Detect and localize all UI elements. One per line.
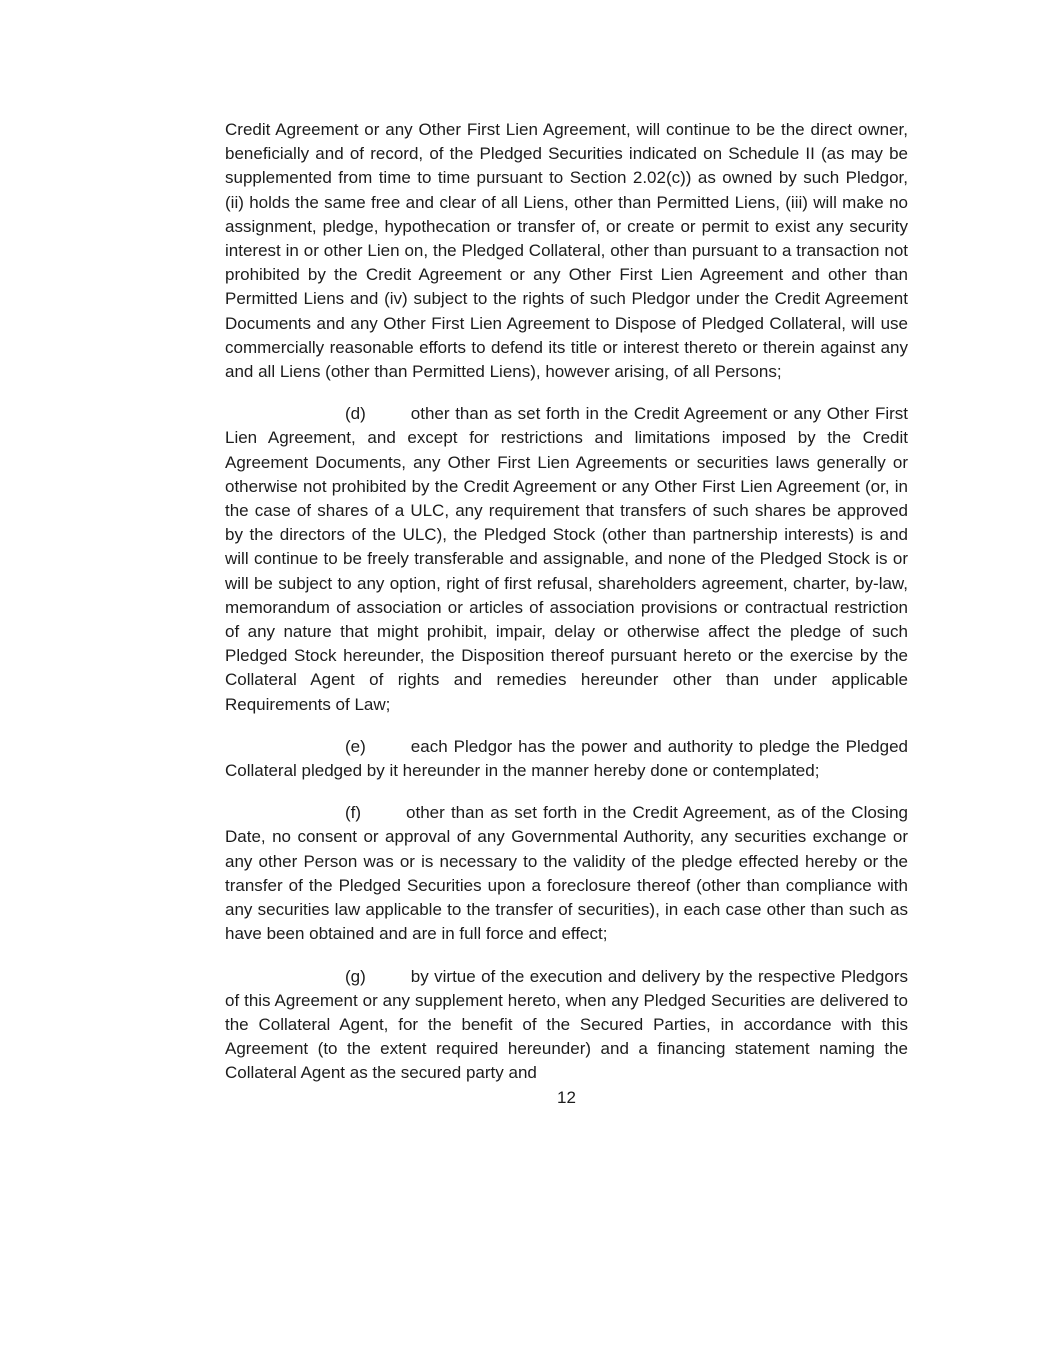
paragraph-text: other than as set forth in the Credit Agreement, as of the Closing Date, no consent or approval of any Governmental Authority, any securities exchange or any other Person was or is necessary to the validity of the pledge effected hereby or the transfer of the Pledged Securities upon a foreclosure thereof (other than compliance with any securities law applicable to the transfer of securities), in each case other than such as have been obtained and are in full force and effect; <box>225 803 908 944</box>
paragraph-text: Credit Agreement or any Other First Lien Agreement, will continue to be the direct owner, beneficially and of record, of the Pledged Securities indicated on Schedule II (as may be supplemented from time to time pursuant to Section 2.02(c)) as owned by such Pledgor, (ii) holds the same free and clear of all Liens, other than Permitted Liens, (iii) will make no assignment, pledge, hypothecation or transfer of, or create or permit to exist any security interest in or other Lien on, the Pledged Collateral, other than pursuant to a transaction not prohibited by the Credit Agreement or any Other First Lien Agreement and other than Permitted Liens and (iv) subject to the rights of such Pledgor under the Credit Agreement Documents and any Other First Lien Agreement to Dispose of Pledged Collateral, will use commercially reasonable efforts to defend its title or interest thereto or therein against any and all Liens (other than Permitted Liens), however arising, of all Persons; <box>225 120 908 382</box>
document-text-block <box>225 118 908 1110</box>
body-paragraph <box>225 965 908 1086</box>
paragraph-label: (e) <box>345 736 366 756</box>
body-paragraph <box>225 801 908 946</box>
page-number: 12 <box>557 1087 576 1107</box>
paragraph-text: each Pledgor has the power and authority to pledge the Pledged Collateral pledged by it hereunder in the manner hereby done or contemplated; <box>225 736 908 781</box>
paragraph-label: (f) <box>345 803 362 823</box>
paragraph-text: other than as set forth in the Credit Agreement or any Other First Lien Agreement, and except for restrictions and limitations imposed by the Credit Agreement Documents, any Other First Lien Agreements or securities laws generally or otherwise not prohibited by the Credit Agreement or any Other First Lien Agreement (or, in the case of shares of a ULC, any requirement that transfers of such shares be approved by the directors of the ULC), the Pledged Stock (other than partnership interests) is and will continue to be freely transferable and assignable, and none of the Pledged Stock is or will be subject to any option, right of first refusal, shareholders agreement, charter, by-law, memorandum of association or articles of association provisions or contractual restriction of any nature that might prohibit, impair, delay or otherwise affect the pledge of such Pledged Stock hereunder, the Disposition thereof pursuant hereto or the exercise by the Collateral Agent of rights and remedies hereunder other than under applicable Requirements of Law; <box>225 404 908 714</box>
body-paragraph <box>225 402 908 717</box>
paragraph-text: by virtue of the execution and delivery by the respective Pledgors of this Agreement or any supplement hereto, when any Pledged Securities are delivered to the Collateral Agent, for the benefit of the Secured Parties, in accordance with this Agreement (to the extent required hereunder) and a financing statement naming the Collateral Agent as the secured party and <box>225 966 908 1083</box>
body-paragraph <box>225 118 908 384</box>
paragraph-label: (d) <box>345 404 366 424</box>
paragraph-label: (g) <box>345 966 366 986</box>
body-paragraph <box>225 735 908 783</box>
